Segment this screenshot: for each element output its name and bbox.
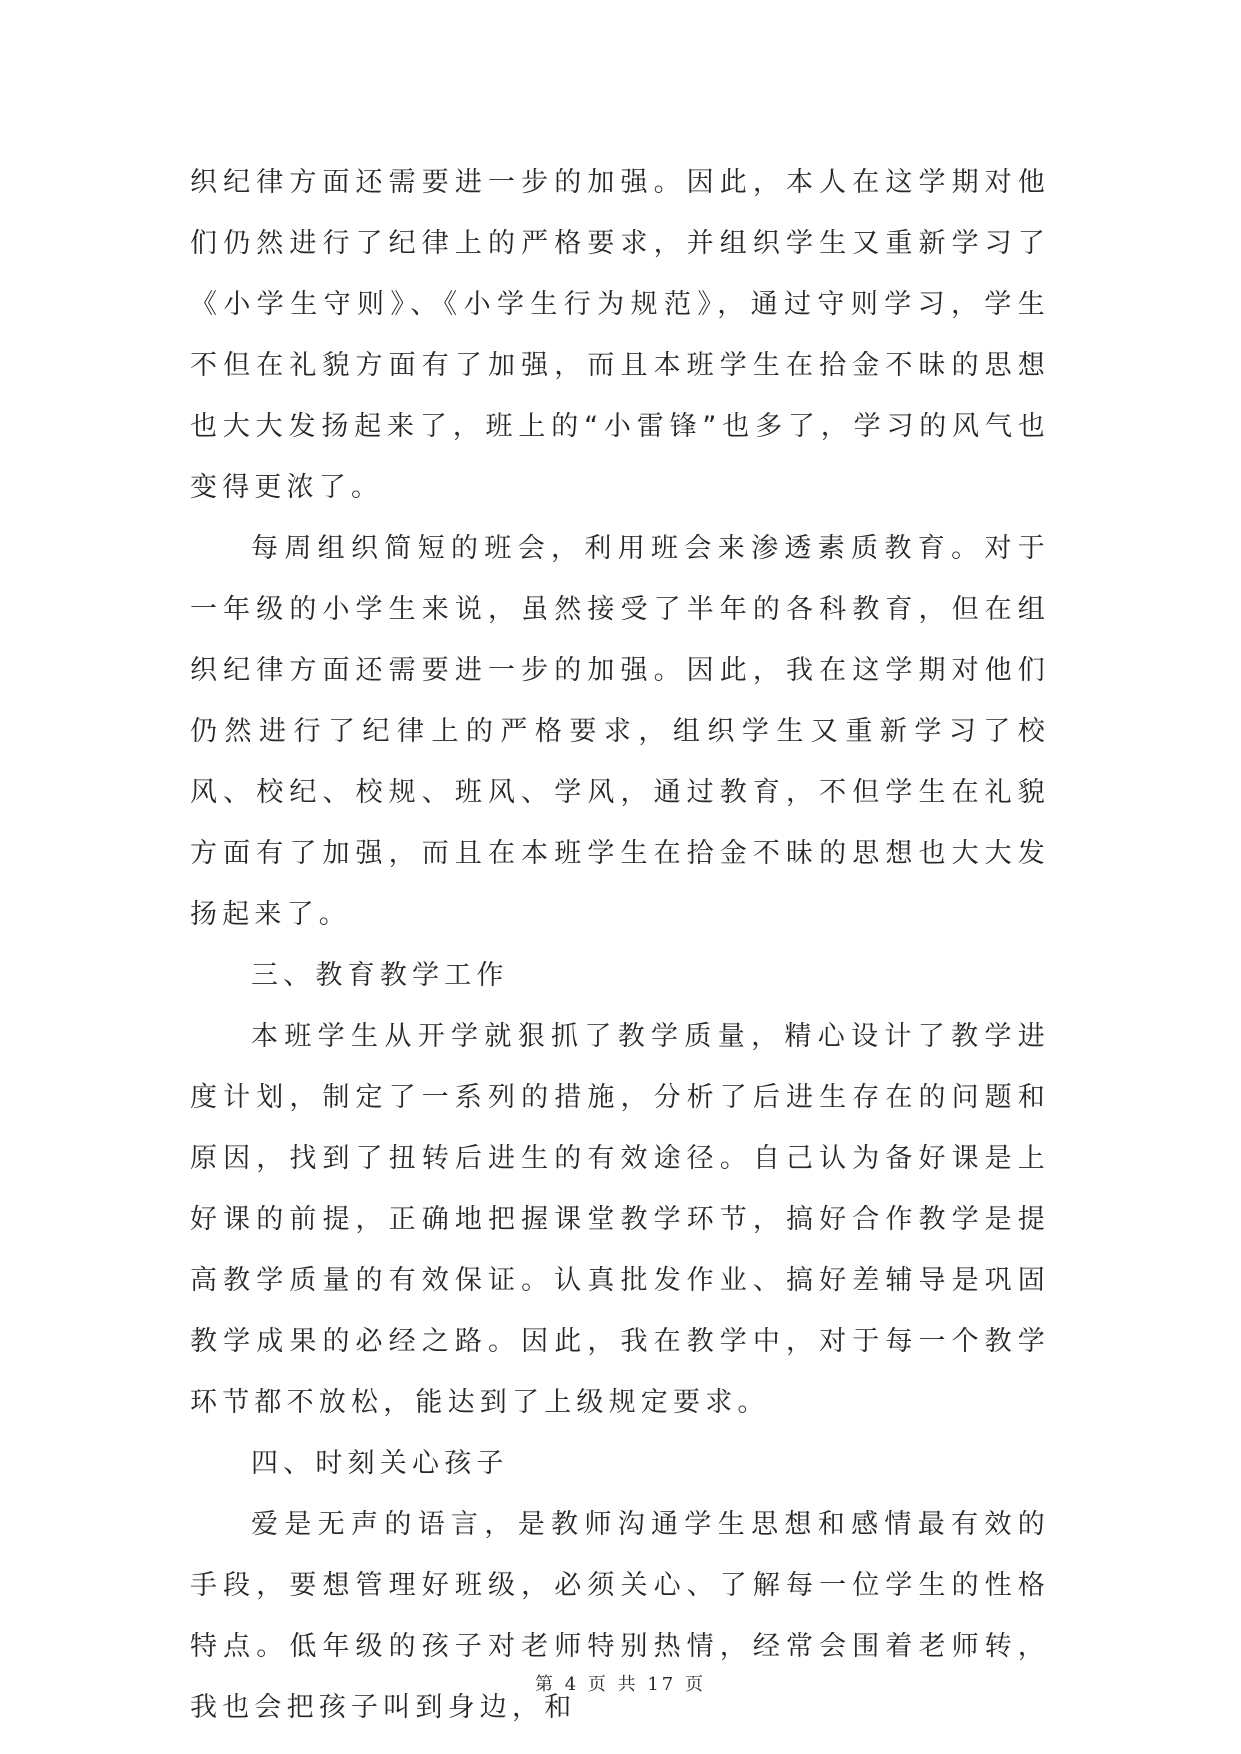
paragraph-discipline-continued: 织纪律方面还需要进一步的加强。因此，本人在这学期对他们仍然进行了纪律上的严格要求，并组织学生又重新学习了《小学生守则》、《小学生行为规范》，通过守则学习，学生不但在礼貌方面有了加强，而且本班学生在拾金不昧的思想也大大发扬起来了，班上的“小雷锋”也多了，学习的风气也变得更浓了。: [190, 167, 1050, 503]
document-body: [190, 152, 1050, 1738]
section-heading-teaching-work: 三、教育教学工作: [251, 960, 509, 991]
page-number-footer: 第 4 页 共 17 页: [535, 1674, 706, 1695]
paragraph-class-meetings: 每周组织简短的班会，利用班会来渗透素质教育。对于一年级的小学生来说，虽然接受了半年的各科教育，但在组织纪律方面还需要进一步的加强。因此，我在这学期对他们仍然进行了纪律上的严格要求，组织学生又重新学习了校风、校纪、校规、班风、学风，通过教育，不但学生在礼貌方面有了加强，而且在本班学生在拾金不昧的思想也大大发扬起来了。: [190, 533, 1050, 930]
section-heading-care-for-children: 四、时刻关心孩子: [251, 1448, 509, 1479]
paragraph-teaching-quality: 本班学生从开学就狠抓了教学质量，精心设计了教学进度计划，制定了一系列的措施，分析了后进生存在的问题和原因，找到了扭转后进生的有效途径。自己认为备好课是上好课的前提，正确地把握课堂教学环节，搞好合作教学是提高教学质量的有效保证。认真批发作业、搞好差辅导是巩固教学成果的必经之路。因此，我在教学中，对于每一个教学环节都不放松，能达到了上级规定要求。: [190, 1021, 1050, 1418]
paragraph-love-is-silent-language: 爱是无声的语言，是教师沟通学生思想和感情最有效的手段，要想管理好班级，必须关心、了解每一位学生的性格特点。低年级的孩子对老师特别热情，经常会围着老师转，我也会把孩子叫到身边，和: [190, 1509, 1050, 1723]
